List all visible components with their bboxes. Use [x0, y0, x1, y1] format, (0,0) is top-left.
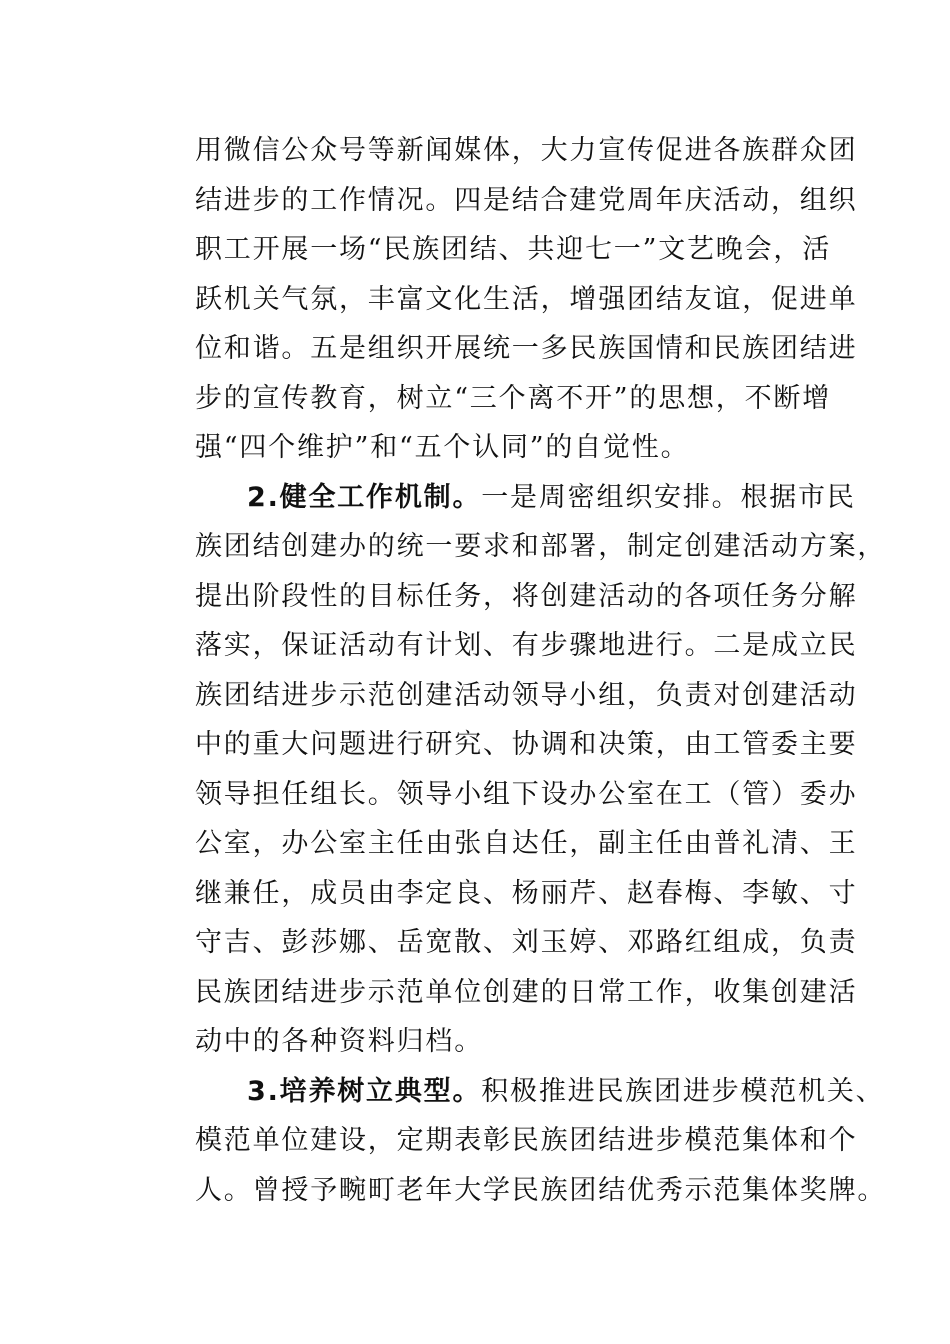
body-line: 领导担任组长。领导小组下设办公室在工（管）委办	[195, 778, 858, 810]
body-line: 族团结进步示范创建活动领导小组，负责对创建活动	[195, 679, 858, 711]
body-line: 位和谐。五是组织开展统一多民族国情和民族团结进	[195, 333, 858, 364]
document-body	[195, 126, 887, 1215]
body-line: 用微信公众号等新闻媒体，大力宣传促进各族群众团	[195, 135, 858, 166]
body-line: 落实，保证活动有计划、有步骤地进行。二是成立民	[195, 630, 858, 661]
body-line: 守吉、彭莎娜、岳宽散、刘玉婷、邓路红组成，负责	[195, 927, 858, 958]
body-line: 民族团结进步示范单位创建的日常工作，收集创建活	[195, 976, 858, 1008]
body-line: 结进步的工作情况。四是结合建党周年庆活动，组织	[195, 184, 858, 216]
body-text: 积极推进民族团进步模范机关、	[481, 1075, 885, 1107]
body-line: 中的重大问题进行研究、协调和决策，由工管委主要	[195, 729, 858, 760]
body-line: 强“四个维护”和“五个认同”的自觉性。	[195, 432, 690, 463]
body-line: 继兼任，成员由李定良、杨丽芹、赵春梅、李敏、寸	[195, 877, 858, 909]
body-line: 公室，办公室主任由张自达任，副主任由普礼清、王	[195, 828, 858, 859]
body-line: 动中的各种资料归档。	[195, 1026, 483, 1057]
body-line: 族团结创建办的统一要求和部署，制定创建活动方案，	[195, 531, 887, 562]
body-text: 一是周密组织安排。根据市民	[481, 481, 856, 513]
body-line: 模范单位建设，定期表彰民族团结进步模范集体和个	[195, 1125, 858, 1156]
body-line: 跃机关气氛，丰富文化生活，增强团结友谊，促进单	[195, 283, 858, 315]
body-line: 人。曾授予畹町老年大学民族团结优秀示范集体奖牌。	[195, 1174, 887, 1206]
body-line: 提出阶段性的目标任务，将创建活动的各项任务分解	[195, 580, 858, 612]
body-line: 步的宣传教育，树立“三个离不开”的思想，不断增	[195, 382, 832, 414]
body-line: 职工开展一场“民族团结、共迎七一”文艺晚会，活	[195, 234, 832, 265]
section-heading: 2.健全工作机制。	[247, 481, 482, 513]
section-first-line	[195, 1067, 885, 1117]
section-first-line	[195, 473, 856, 523]
section-heading: 3.培养树立典型。	[247, 1075, 482, 1107]
